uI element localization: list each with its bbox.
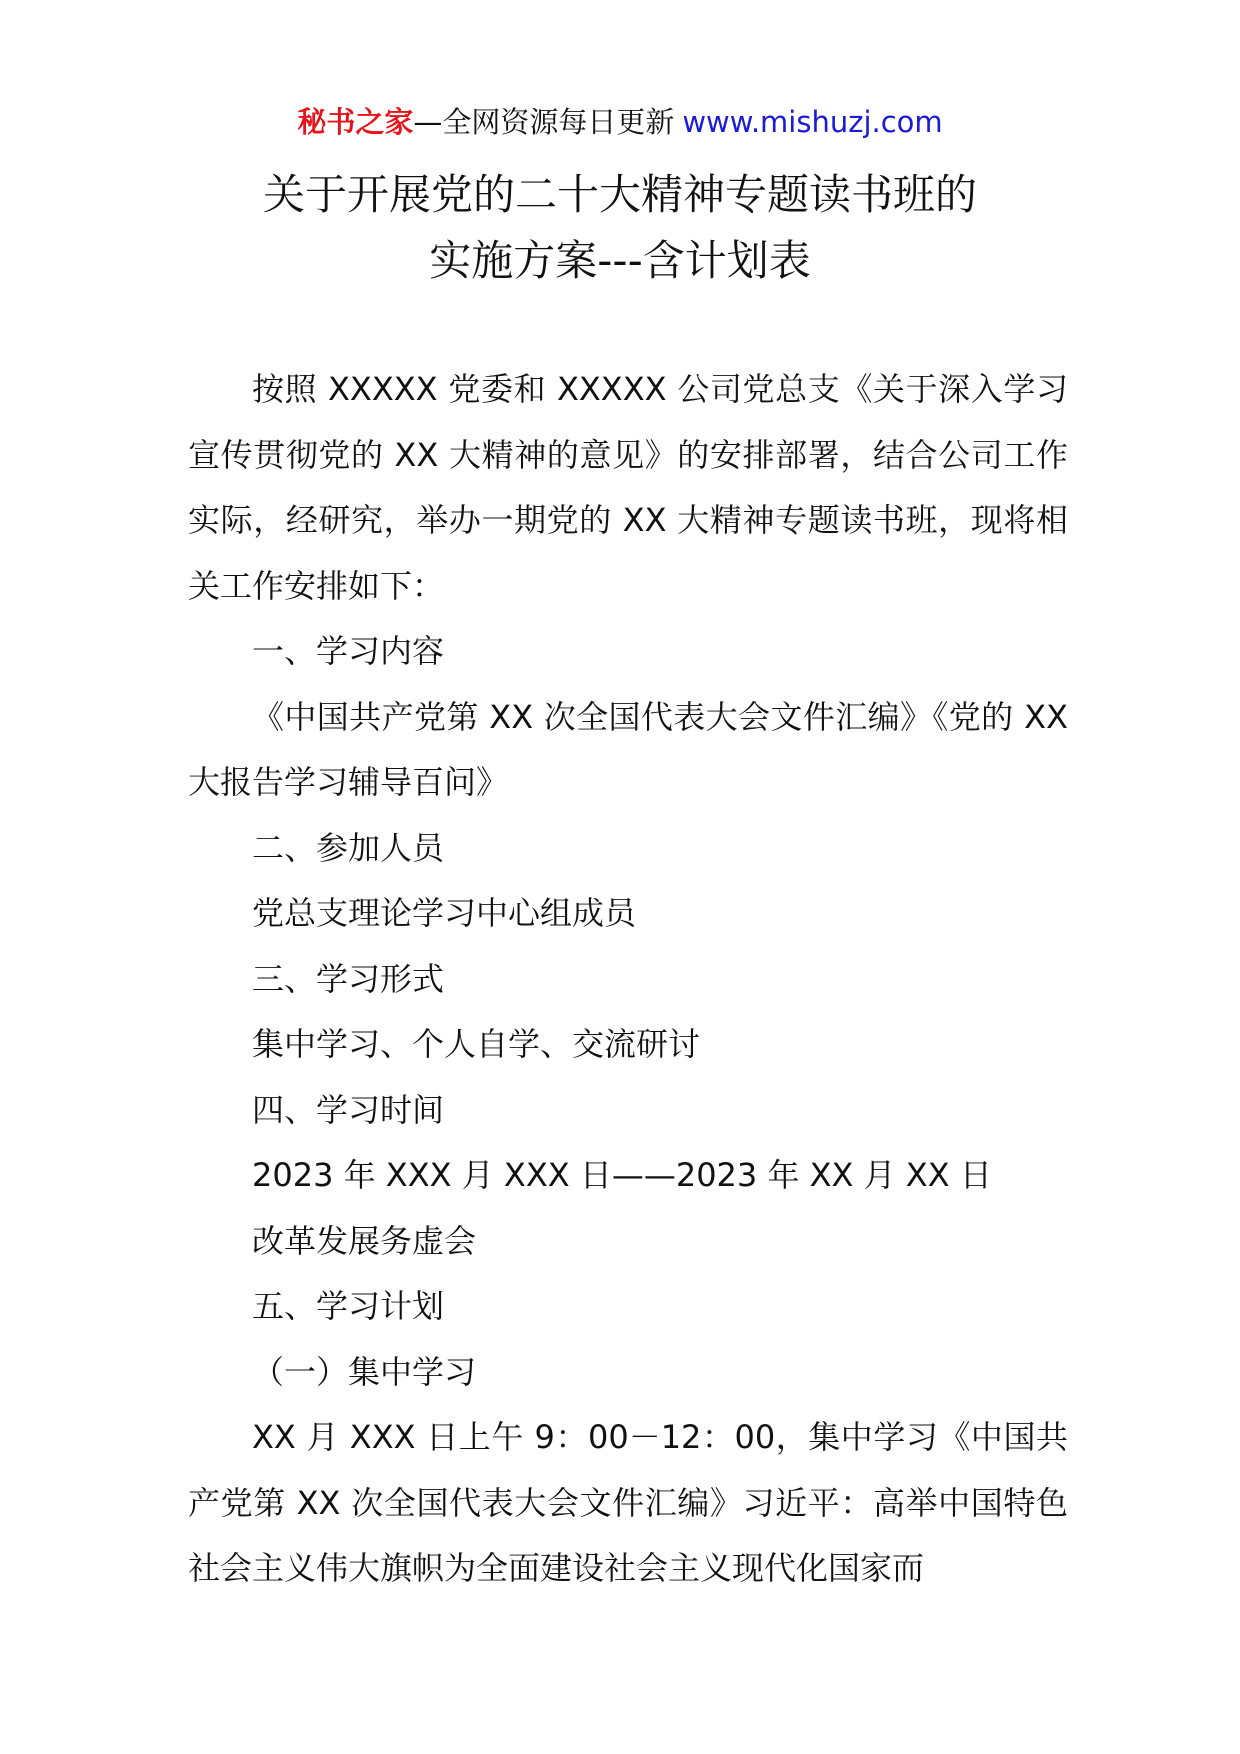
plan-paragraph: XX 月 XXX 日上午 9：00－12：00，集中学习《中国共产党第 XX 次全国代表大会文件汇编》习近平：高举中国特色社会主义伟大旗帜为全面建设社会主义现代化国家而 [188,1418,1068,1587]
subheading-centralized-study: （一）集中学习 [252,1352,477,1391]
document-body [188,357,1068,1602]
document-title [0,162,1240,294]
title-line-1: 关于开展党的二十大精神专题读书班的 [262,170,977,219]
site-banner [0,100,1240,144]
section-heading-format: 三、学习形式 [252,959,445,998]
content-paragraph: 《中国共产党第 XX 次全国代表大会文件汇编》《党的 XX 大报告学习辅导百问》 [188,697,1068,801]
section-heading-plan: 五、学习计划 [252,1287,445,1325]
section-heading-time: 四、学习时间 [252,1090,445,1129]
title-line-2: 实施方案---含计划表 [429,236,811,285]
brand-slogan: —全网资源每日更新 [413,105,675,139]
brand-name: 秘书之家 [297,105,414,139]
participants-paragraph: 党总支理论学习中心组成员 [252,894,637,932]
site-url-link[interactable]: www.mishuzj.com [682,105,943,139]
intro-paragraph: 按照 XXXXX 党委和 XXXXX 公司党总支《关于深入学习宣传贯彻党的 XX 大精神的意见》的安排部署，结合公司工作实际，经研究，举办一期党的 XX 大精神专题读书班，现将相关工作安排如下： [188,370,1068,605]
meeting-paragraph: 改革发展务虚会 [252,1221,477,1260]
format-paragraph: 集中学习、个人自学、交流研讨 [252,1025,701,1063]
section-heading-content: 一、学习内容 [252,632,445,670]
section-heading-participants: 二、参加人员 [252,828,445,867]
time-paragraph: 2023 年 XXX 月 XXX 日——2023 年 XX 月 XX 日 [252,1156,992,1194]
